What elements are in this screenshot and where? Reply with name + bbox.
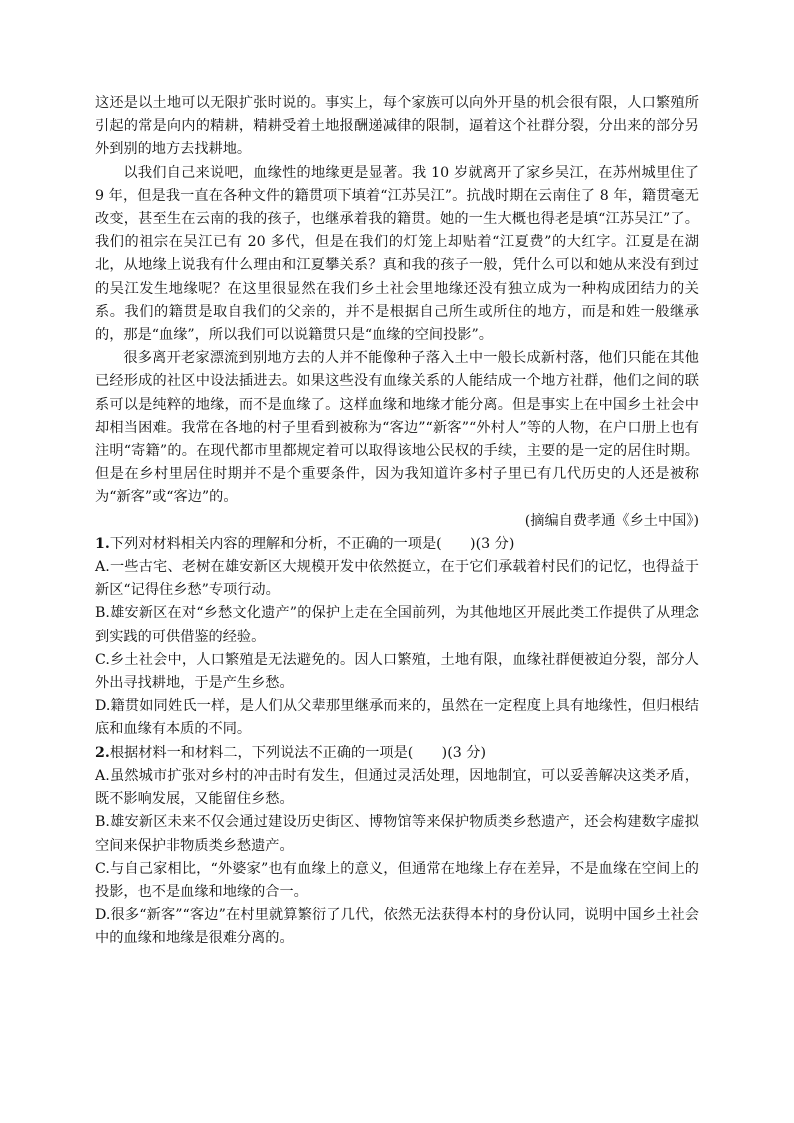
question-text: 根据材料一和材料二，下列说法不正确的一项是( )(3 分) xyxy=(109,744,486,761)
question-number: 1. xyxy=(95,535,110,552)
question-number: 2. xyxy=(95,744,110,761)
passage-paragraph-3: 很多离开老家漂流到别地方去的人并不能像种子落入土中一般长成新村落，他们只能在其他已经形成的社区中设法插进去。如果这些没有血缘关系的人能结成一个地方社群，他们之间的联系可以是纯粹的地缘，而不是血缘了。这样血缘和地缘才能分离。但是事实上在中国乡土社会中却相当困难。我常在各地的村子里看到被称为“客边”“新客”“外村人”等的人物，在户口册上也有注明“寄籍”的。在现代都市里都规定着可以取得该地公民权的手续，主要的是一定的居住时期。但是在乡村里居住时期并不是个重要条件，因为我知道许多村子里已有几代历史的人还是被称为“新客”或“客边”的。 xyxy=(95,350,699,506)
question-text: 下列对材料相关内容的理解和分析，不正确的一项是( )(3 分) xyxy=(109,535,515,552)
option-c: C.乡土社会中，人口繁殖是无法避免的。因人口繁殖，土地有限，血缘社群便被迫分裂，部分人外出寻找耕地，于是产生乡愁。 xyxy=(95,651,699,692)
option-d: D.籍贯如同姓氏一样，是人们从父辈那里继承而来的，虽然在一定程度上具有地缘性，但归根结底和血缘有本质的不同。 xyxy=(95,698,699,738)
document-page xyxy=(95,92,699,951)
option-b: B.雄安新区在对“乡愁文化遗产”的保护上走在全国前列，为其他地区开展此类工作提供了从理念到实践的可供借鉴的经验。 xyxy=(95,605,699,645)
option-a: A.一些古宅、老树在雄安新区大规模开发中依然挺立，在于它们承载着村民们的记忆，也得益于新区“记得住乡愁”专项行动。 xyxy=(95,559,699,599)
option-d: D.很多“新客”“客边”在村里就算繁衍了几代，依然无法获得本村的身份认同，说明中国乡土社会中的血缘和地缘是很难分离的。 xyxy=(95,907,699,947)
question-2 xyxy=(95,742,699,951)
option-b: B.雄安新区未来不仅会通过建设历史街区、博物馆等来保护物质类乡愁遗产，还会构建数字虚拟空间来保护非物质类乡愁遗产。 xyxy=(95,814,699,854)
passage-paragraph-1: 这还是以土地可以无限扩张时说的。事实上，每个家族可以向外开垦的机会很有限，人口繁殖所引起的常是向内的精耕，精耕受着土地报酬递减律的限制，逼着这个社群分裂，分出来的部分另外到别的地方去找耕地。 xyxy=(95,95,699,158)
question-1 xyxy=(95,533,699,742)
option-a: A.虽然城市扩张对乡村的冲击时有发生，但通过灵活处理，因地制宜，可以妥善解决这类矛盾，既不影响发展，又能留住乡愁。 xyxy=(95,767,699,808)
passage-source: (摘编自费孝通《乡土中国》) xyxy=(524,512,699,529)
question-stem xyxy=(95,742,699,765)
option-c: C.与自己家相比，“外婆家”也有血缘上的意义，但通常在地缘上存在差异，不是血缘在空间上的投影，也不是血缘和地缘的合一。 xyxy=(95,860,699,900)
passage-paragraph-2: 以我们自己来说吧，血缘性的地缘更是显著。我 10 岁就离开了家乡吴江，在苏州城里住了 9 年，但是我一直在各种文件的籍贯项下填着“江苏吴江”。抗战时期在云南住了 8 年，籍贯毫无改变，甚至生在云南的我的孩子，也继承着我的籍贯。她的一生大概也得老是填“江苏吴江”了。我们的祖宗在吴江已有 20 多代，但是在我们的灯笼上却贴着“江夏费”的大红字。江夏是在湖北，从地缘上说我有什么理由和江夏攀关系？真和我的孩子一般，凭什么可以和她从来没有到过的吴江发生地缘呢？在这里很显然在我们乡土社会里地缘还没有独立成为一种构成团结力的关系。我们的籍贯是取自我们的父亲的，并不是根据自己所生或所住的地方，而是和姓一般继承的，那是“血缘”，所以我们可以说籍贯只是“血缘的空间投影”。 xyxy=(95,164,699,344)
question-stem xyxy=(95,533,699,556)
